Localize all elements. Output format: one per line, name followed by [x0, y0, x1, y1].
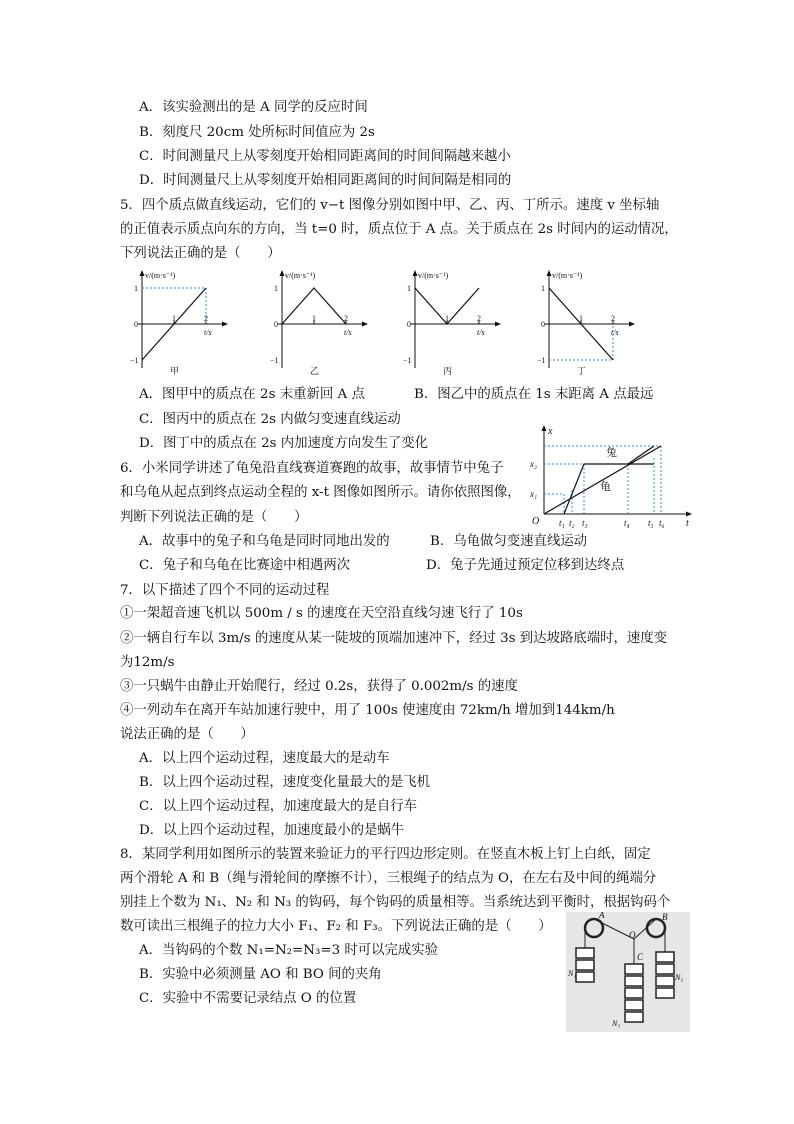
q5-stem-line-3: 下列说法正确的是（ ） — [120, 246, 281, 261]
weight-block — [656, 964, 674, 974]
rabbit-label: 兔 — [606, 447, 617, 459]
x2-label: x₂ — [530, 459, 538, 469]
label-n2: N₂ — [675, 973, 684, 982]
x-axis-arrow — [222, 322, 228, 327]
q5-option-b: B．图乙中的质点在 1s 末距离 A 点最远 — [414, 387, 654, 402]
y-axis-arrow — [413, 270, 418, 276]
q7-question: 说法正确的是（ ） — [120, 727, 254, 742]
weight-block — [576, 972, 594, 982]
x-axis-label: t/s — [611, 328, 619, 337]
tick-label-origin: 0 — [541, 320, 545, 329]
tick-label-x1: 1 — [172, 314, 176, 323]
t3-label: t₃ — [582, 518, 588, 528]
label-n1: N₁ — [568, 969, 577, 978]
tick-label-x1: 1 — [312, 314, 316, 323]
tick-label-origin: 0 — [274, 320, 278, 329]
q6-stem-line-1: 6．小米同学讲述了龟兔沿直线赛道赛跑的故事，故事情节中兔子 — [120, 461, 504, 476]
weight-block — [625, 1000, 643, 1010]
q4-option-b: B．刻度尺 20cm 处所标时间值应为 2s — [139, 125, 375, 140]
y-axis-arrow — [140, 270, 145, 276]
q8-stem-line-1: 8．某同学利用如图所示的装置来验证力的平行四边形定则。在竖直木板上钉上白纸，固定 — [120, 847, 651, 862]
x-axis-arrow — [362, 322, 368, 327]
tick-label-x2: 2 — [344, 314, 348, 323]
weight-block — [625, 988, 643, 998]
tick-label-y-neg: −1 — [403, 356, 412, 365]
q8-option-a: A．当钩码的个数 N₁=N₂=N₃=3 时可以完成实验 — [139, 943, 439, 958]
graph-caption: 乙 — [310, 366, 320, 376]
q4-option-c: C．时间测量尺上从零刻度开始相同距离间的时间间隔越来越小 — [139, 149, 511, 164]
vt-graph-jia — [120, 268, 230, 378]
tick-label-y-pos: 1 — [274, 284, 278, 293]
vt-graph-yi — [260, 268, 370, 378]
q7-item-2: ②一辆自行车以 3m/s 的速度从某一陡坡的顶端加速冲下，经过 3s 到达坡路底端时，速度变 — [120, 631, 668, 646]
q5-stem-line-2: 的正值表示质点向东的方向，当 t=0 时，质点位于 A 点。关于质点在 2s 时间内的运动情况， — [120, 222, 678, 237]
t4-label: t₄ — [624, 518, 630, 528]
t-axis-arrow — [686, 512, 692, 517]
weight-block — [576, 948, 594, 958]
q7-stem: 7．以下描述了四个不同的运动过程 — [120, 583, 330, 598]
q4-option-d: D．时间测量尺上从零刻度开始相同距离间的时间间隔是相同的 — [139, 173, 512, 188]
t5-label: t₅ — [648, 518, 654, 528]
t1-label: t₁ — [559, 518, 565, 528]
xt-graph-race — [528, 424, 698, 530]
q8-stem-line-3: 别挂上个数为 N₁、N₂ 和 N₃ 的钩码，每个钩码的质量相等。当系统达到平衡时，根据钩码个 — [120, 895, 671, 910]
q5-option-d: D．图丁中的质点在 2s 内加速度方向发生了变化 — [139, 436, 429, 451]
tick-label-x2: 2 — [611, 314, 615, 323]
weights-n1 — [576, 948, 594, 982]
y-axis-arrow — [547, 270, 552, 276]
q6-option-c: C．兔子和乌龟在比赛途中相遇两次 — [139, 558, 351, 573]
tick-label-x1: 1 — [445, 314, 449, 323]
label-c: C — [637, 952, 644, 962]
graph-caption: 丁 — [577, 366, 587, 376]
tick-label-y-neg: −1 — [130, 356, 139, 365]
q8-stem-line-2: 两个滑轮 A 和 B（绳与滑轮间的摩擦不计），三根绳子的结点为 O，在左右及中间的绳端分 — [120, 871, 657, 886]
q6-option-b: B．乌龟做匀变速直线运动 — [430, 534, 588, 549]
tick-label-y-pos: 1 — [134, 284, 138, 293]
q7-option-a: A．以上四个运动过程，速度最大的是动车 — [139, 751, 390, 766]
weight-block — [625, 1012, 643, 1022]
weights-n3 — [625, 964, 643, 1022]
q5-option-a: A．图甲中的质点在 2s 末重新回 A 点 — [139, 387, 365, 402]
t-axis-label: t — [686, 518, 689, 529]
x-axis-label: x — [548, 426, 553, 437]
q7-item-2-cont: 为12m/s — [120, 655, 175, 670]
origin-label: O — [532, 516, 540, 527]
q7-item-1: ①一架超音速飞机以 500m / s 的速度在天空沿直线匀速飞行了 10s — [120, 606, 523, 621]
q8-option-b: B．实验中必须测量 AO 和 BO 间的夹角 — [139, 967, 382, 982]
x-axis-label: t/s — [477, 328, 485, 337]
tick-label-y-pos: 1 — [541, 284, 545, 293]
q6-stem-line-2: 和乌龟从起点到终点运动全程的 x-t 图像如图所示。请你依照图像， — [120, 485, 521, 500]
t2-label: t₂ — [569, 518, 575, 528]
tick-label-y-neg: −1 — [270, 356, 279, 365]
t6-label: t₆ — [659, 518, 665, 528]
x1-label: x₁ — [530, 489, 538, 499]
q7-option-d: D．以上四个运动过程，加速度最小的是蜗牛 — [139, 823, 405, 838]
q7-item-4: ④一列动车在离开车站加速行驶中，用了 100s 使速度由 72km/h 增加到144km/h — [120, 703, 615, 718]
q5-option-c: C．图丙中的质点在 2s 内做匀变速直线运动 — [139, 412, 401, 427]
weight-block — [656, 988, 674, 998]
label-o: O — [629, 930, 636, 940]
graph-caption: 丙 — [443, 366, 453, 376]
q8-option-c: C．实验中不需要记录结点 O 的位置 — [139, 991, 357, 1006]
q7-option-c: C．以上四个运动过程，加速度最大的是自行车 — [139, 799, 418, 814]
tick-label-x2: 2 — [477, 314, 481, 323]
pulley-apparatus-figure — [566, 912, 690, 1032]
q4-option-a: A．该实验测出的是 A 同学的反应时间 — [139, 100, 368, 115]
weight-block — [625, 964, 643, 974]
q5-stem-line-1: 5．四个质点做直线运动，它们的 v−t 图像分别如图中甲、乙、丙、丁所示。速度 v 坐标轴 — [120, 198, 660, 213]
x-axis-arrow — [542, 425, 547, 431]
q6-option-a: A．故事中的兔子和乌龟是同时同地出发的 — [139, 534, 390, 549]
y-axis-label: v/(m·s⁻¹) — [285, 271, 316, 280]
y-axis-label: v/(m·s⁻¹) — [145, 271, 176, 280]
x-axis-label: t/s — [344, 328, 352, 337]
weight-block — [656, 952, 674, 962]
tick-label-y-neg: −1 — [537, 356, 546, 365]
q6-stem-line-3: 判断下列说法正确的是（ ） — [120, 510, 308, 525]
q7-item-3: ③一只蜗牛由静止开始爬行，经过 0.2s，获得了 0.002m/s 的速度 — [120, 679, 518, 694]
weight-block — [656, 976, 674, 986]
label-a: A — [599, 912, 605, 920]
x-axis-label: t/s — [204, 328, 212, 337]
tick-label-y-pos: 1 — [407, 284, 411, 293]
y-axis-label: v/(m·s⁻¹) — [418, 271, 449, 280]
turtle-label: 龟 — [600, 481, 611, 493]
y-axis-label: v/(m·s⁻¹) — [552, 271, 583, 280]
tick-label-origin: 0 — [134, 320, 138, 329]
tick-label-x2: 2 — [204, 314, 208, 323]
label-b: B — [662, 912, 668, 922]
weight-block — [625, 976, 643, 986]
x-axis-arrow — [629, 322, 635, 327]
vt-graph-ding — [527, 268, 642, 378]
tick-label-origin: 0 — [407, 320, 411, 329]
q8-stem-line-4: 数可读出三根绳子的拉力大小 F₁、F₂ 和 F₃。下列说法正确的是（ ） — [120, 919, 552, 934]
tick-label-x1: 1 — [579, 314, 583, 323]
vt-graph-bing — [393, 268, 503, 378]
q7-option-b: B．以上四个运动过程，速度变化量最大的是飞机 — [139, 775, 431, 790]
y-axis-arrow — [280, 270, 285, 276]
label-n3: N₃ — [612, 1019, 621, 1028]
graph-caption: 甲 — [170, 366, 180, 376]
weight-block — [576, 960, 594, 970]
turtle-line — [544, 446, 661, 514]
x-axis-arrow — [495, 322, 501, 327]
q6-option-d: D．兔子先通过预定位移到达终点 — [426, 558, 625, 573]
